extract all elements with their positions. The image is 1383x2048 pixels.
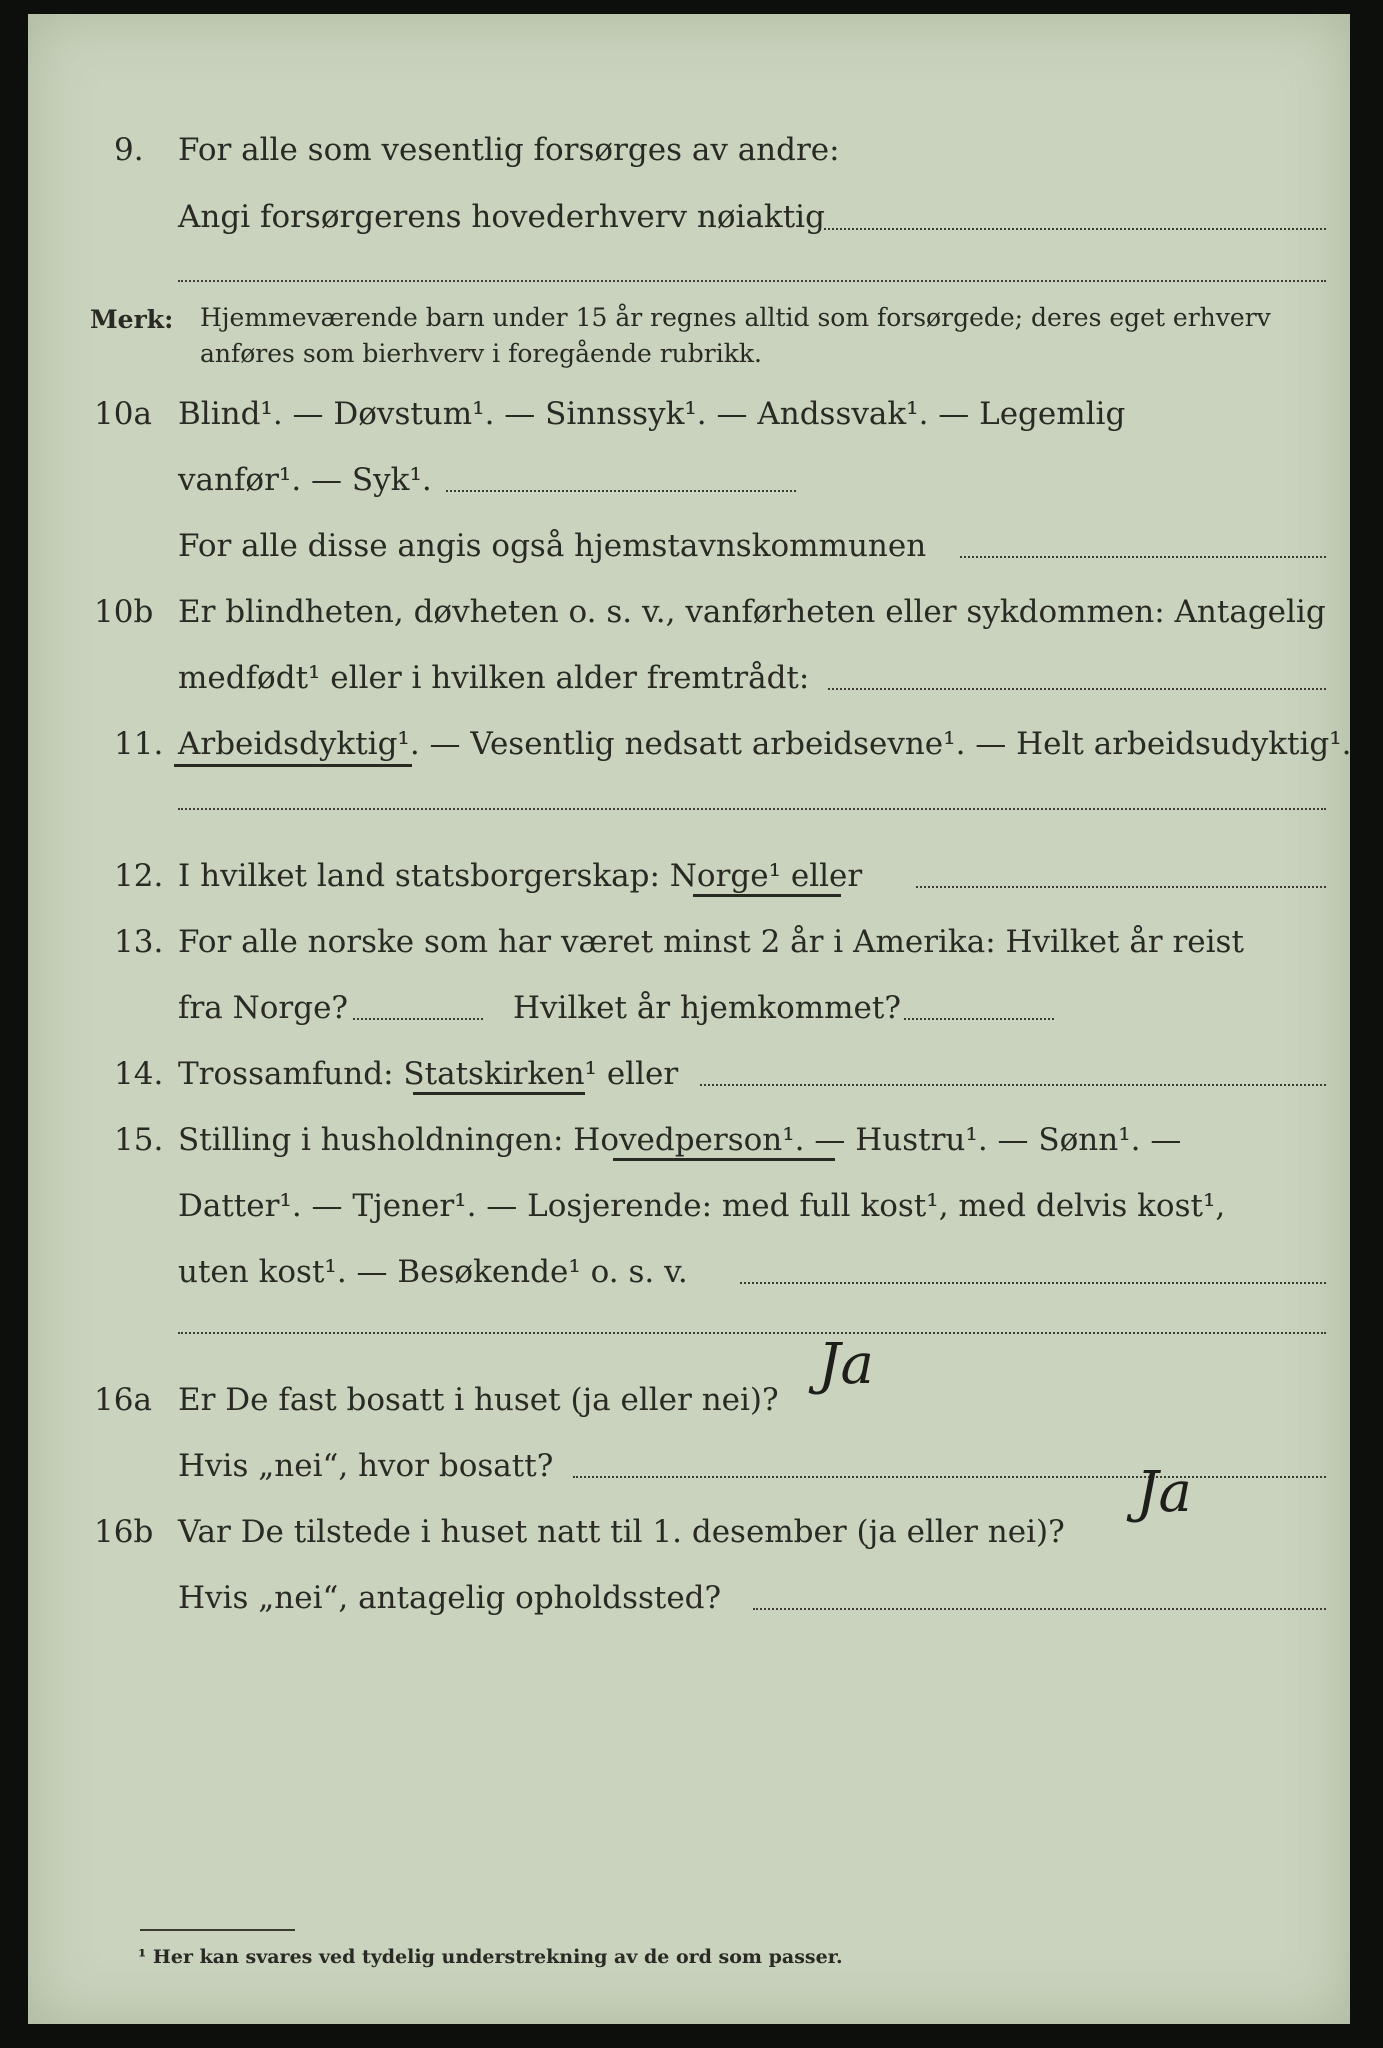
question-text: For alle norske som har været minst 2 år i Amerika: Hvilket år reist bbox=[178, 924, 1244, 960]
answer-line[interactable] bbox=[700, 1084, 1326, 1086]
question-number: 14. bbox=[114, 1056, 164, 1092]
answer-line[interactable] bbox=[573, 1476, 1326, 1478]
underline-mark bbox=[413, 1092, 585, 1095]
question-text: Angi forsørgerens hovederhverv nøiaktig bbox=[178, 199, 825, 235]
answer-line[interactable] bbox=[824, 228, 1326, 230]
question-text: For alle disse angis også hjemstavnskommunen bbox=[178, 528, 927, 564]
answer-line[interactable] bbox=[904, 1018, 1054, 1020]
question-text: Hvis „nei“, antagelig opholdssted? bbox=[178, 1580, 722, 1616]
underline-mark bbox=[693, 894, 841, 897]
question-text: Hvis „nei“, hvor bosatt? bbox=[178, 1448, 554, 1484]
answer-line[interactable] bbox=[753, 1608, 1326, 1610]
footnote-rule bbox=[140, 1929, 295, 1931]
question-text: vanfør¹. — Syk¹. bbox=[178, 462, 432, 498]
question-text: For alle som vesentlig forsørges av andre: bbox=[178, 132, 840, 168]
question-text: uten kost¹. — Besøkende¹ o. s. v. bbox=[178, 1254, 688, 1290]
question-number: 12. bbox=[114, 858, 164, 894]
question-number: 16b bbox=[94, 1514, 154, 1550]
question-text: Var De tilstede i huset natt til 1. desember (ja eller nei)? bbox=[178, 1514, 1065, 1550]
question-text: medfødt¹ eller i hvilken alder fremtrådt: bbox=[178, 660, 810, 696]
question-number: 13. bbox=[114, 924, 164, 960]
census-form-page bbox=[28, 14, 1350, 2024]
question-text: Arbeidsdyktig¹. — Vesentlig nedsatt arbeidsevne¹. — Helt arbeidsudyktig¹. bbox=[178, 726, 1352, 762]
question-number: 9. bbox=[114, 132, 144, 168]
note-text: anføres som bierhverv i foregående rubrikk. bbox=[200, 339, 762, 368]
answer-line[interactable] bbox=[446, 490, 796, 492]
handwritten-answer: Ja bbox=[818, 1332, 874, 1397]
answer-line[interactable] bbox=[353, 1018, 483, 1020]
question-text: Trossamfund: Statskirken¹ eller bbox=[178, 1056, 679, 1092]
question-text: Er blindheten, døvheten o. s. v., vanførheten eller sykdommen: Antagelig bbox=[178, 594, 1326, 630]
underline-mark bbox=[613, 1158, 835, 1161]
question-number: 16a bbox=[94, 1382, 152, 1418]
answer-line[interactable] bbox=[916, 886, 1326, 888]
note-text: Hjemmeværende barn under 15 år regnes alltid som forsørgede; deres eget erhverv bbox=[200, 303, 1271, 332]
question-number: 15. bbox=[114, 1122, 164, 1158]
question-text: Er De fast bosatt i huset (ja eller nei)? bbox=[178, 1382, 779, 1418]
handwritten-answer: Ja bbox=[1136, 1460, 1192, 1525]
underline-mark bbox=[174, 764, 412, 767]
question-text: Stilling i husholdningen: Hovedperson¹. — Hustru¹. — Sønn¹. — bbox=[178, 1122, 1182, 1158]
question-text: Hvilket år hjemkommet? bbox=[513, 990, 901, 1026]
answer-line[interactable] bbox=[828, 688, 1326, 690]
answer-line[interactable] bbox=[178, 808, 1326, 810]
answer-line[interactable] bbox=[740, 1282, 1326, 1284]
question-number: 11. bbox=[114, 726, 164, 762]
answer-line[interactable] bbox=[178, 280, 1326, 282]
answer-line[interactable] bbox=[178, 1332, 1326, 1334]
note-label: Merk: bbox=[90, 305, 174, 334]
question-text: fra Norge? bbox=[178, 990, 349, 1026]
question-number: 10b bbox=[94, 594, 154, 630]
answer-line[interactable] bbox=[960, 556, 1326, 558]
question-text: Datter¹. — Tjener¹. — Losjerende: med full kost¹, med delvis kost¹, bbox=[178, 1188, 1226, 1224]
question-number: 10a bbox=[94, 396, 152, 432]
question-text: I hvilket land statsborgerskap: Norge¹ eller bbox=[178, 858, 863, 894]
question-text: Blind¹. — Døvstum¹. — Sinnssyk¹. — Andssvak¹. — Legemlig bbox=[178, 396, 1126, 432]
footnote: ¹ Her kan svares ved tydelig understrekning av de ord som passer. bbox=[138, 1946, 843, 1968]
